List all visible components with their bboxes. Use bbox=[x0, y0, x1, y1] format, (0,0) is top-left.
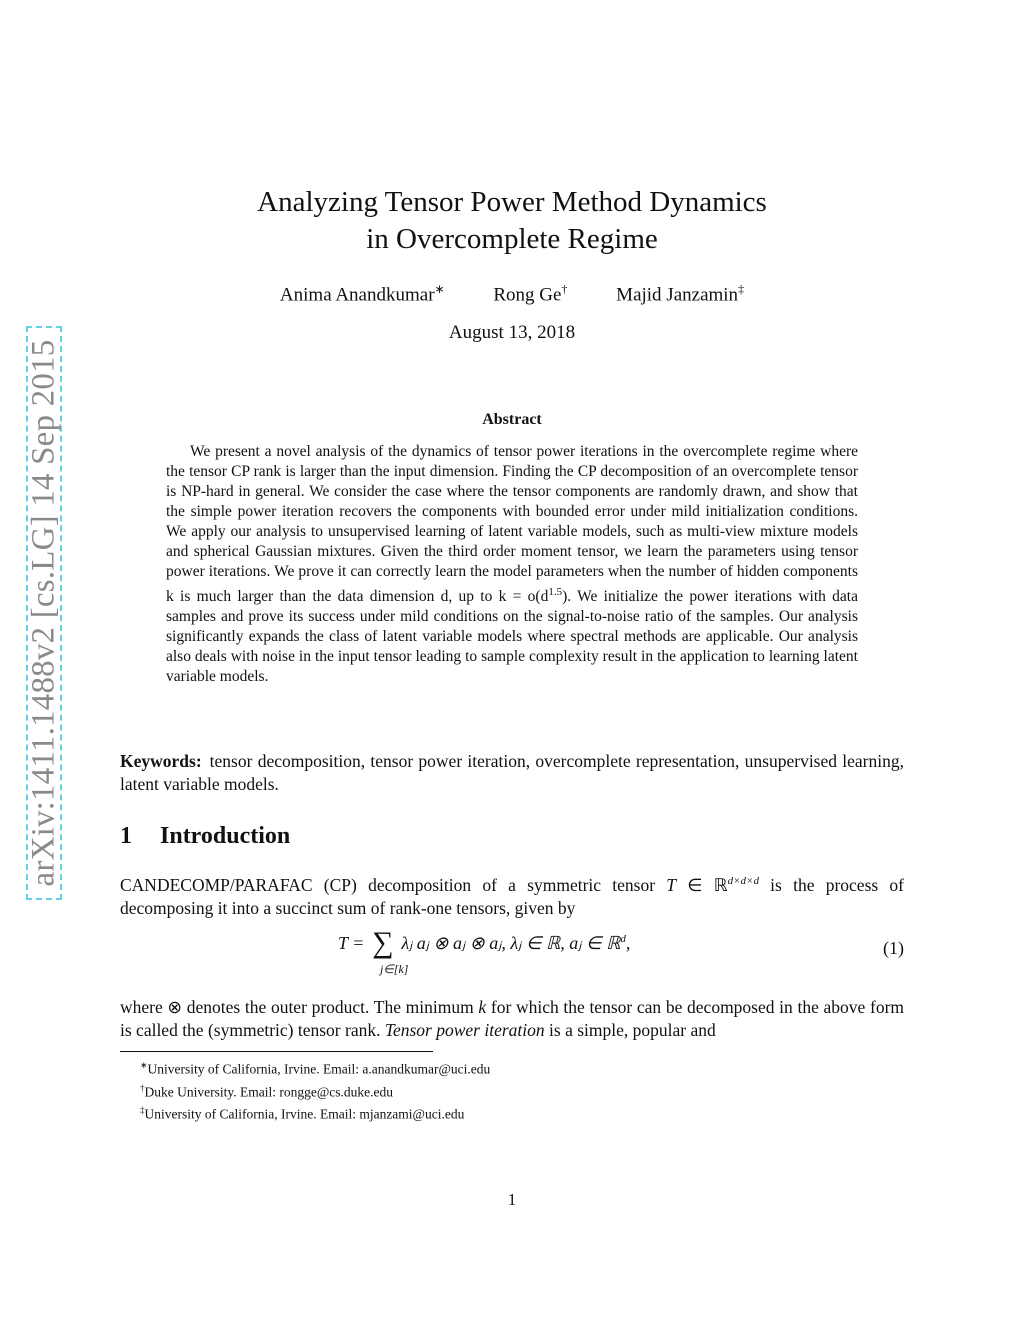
author: Majid Janzamin‡ bbox=[616, 282, 745, 306]
arxiv-stamp-text: arXiv:1411.1488v2 [cs.LG] 14 Sep 2015 bbox=[25, 339, 62, 887]
keywords bbox=[120, 750, 904, 796]
section-heading bbox=[120, 823, 290, 850]
equation-body: T = ∑ λⱼ aⱼ ⊗ aⱼ ⊗ aⱼ, λⱼ ∈ ℝ, aⱼ ∈ ℝ$^d$, bbox=[338, 926, 631, 959]
footnote-rule bbox=[120, 1051, 433, 1052]
equation-1 bbox=[120, 928, 904, 978]
abstract-body: We present a novel analysis of the dynamics of tensor power iterations in the overcomplete regime where the tensor CP rank is larger than the input dimension. Finding the CP decomposition of an overcomplete tensor is NP-hard in general. We consider the case where the tensor components are randomly drawn, and show that the simple power iteration recovers the components with bounded error under mild initialization conditions. We apply our analysis to unsupervised learning of latent variable models, such as multi-view mixture models and spherical Gaussian mixtures. Given the third order moment tensor, we learn the parameters using tensor power iterations. We prove it can correctly learn the model parameters when the number of hidden components k is much larger than the data dimension d, up to $k = o(d^{1.5})$. We initialize the power iterations with data samples and prove its success under mild conditions on the signal-to-noise ratio of the samples. Our analysis significantly expands the class of latent variable models where spectral methods are applicable. Our analysis also deals with noise in the input tensor leading to sample complexity result in the application to learning latent variable models. bbox=[166, 443, 858, 686]
author: Rong Ge† bbox=[493, 282, 568, 306]
author-list bbox=[0, 282, 1024, 306]
section-number: 1 bbox=[120, 823, 132, 849]
keywords-text: tensor decomposition, tensor power iteration, overcomplete representation, unsupervised learning, latent variable models. bbox=[120, 751, 904, 794]
intro-paragraph-1: CANDECOMP/PARAFAC (CP) decomposition of a symmetric tensor T ∈ ℝ$^{d\times d\times d}$ is the process of decomposing it into a succinct sum of rank-one tensors, given by bbox=[120, 874, 904, 918]
footnote: ∗University of California, Irvine. Email: a.anandkumar@uci.edu bbox=[140, 1060, 491, 1077]
footnotes bbox=[140, 1056, 900, 1124]
paper-date: August 13, 2018 bbox=[448, 322, 576, 343]
title-line-1: Analyzing Tensor Power Method Dynamics bbox=[257, 186, 767, 218]
intro-paragraph-2: where ⊗ denotes the outer product. The minimum k for which the tensor can be decomposed in the above form is called the (symmetric) tensor rank. Tensor power iteration is a simple, popular and bbox=[120, 997, 905, 1040]
page-number: 1 bbox=[507, 1190, 517, 1209]
paper-title bbox=[0, 184, 1024, 258]
author: Anima Anandkumar∗ bbox=[279, 282, 445, 306]
section-title: Introduction bbox=[160, 823, 291, 849]
footnote: ‡University of California, Irvine. Email: mjanzami@uci.edu bbox=[140, 1105, 465, 1122]
sum-subscript: j∈[k] bbox=[380, 962, 409, 976]
sum-symbol: ∑ bbox=[372, 926, 394, 959]
abstract-heading: Abstract bbox=[482, 411, 542, 428]
equation-number: (1) bbox=[883, 938, 904, 958]
title-line-2: in Overcomplete Regime bbox=[366, 223, 658, 255]
keywords-label: Keywords: bbox=[120, 751, 202, 771]
footnote: †Duke University. Email: rongge@cs.duke.edu bbox=[140, 1082, 393, 1099]
